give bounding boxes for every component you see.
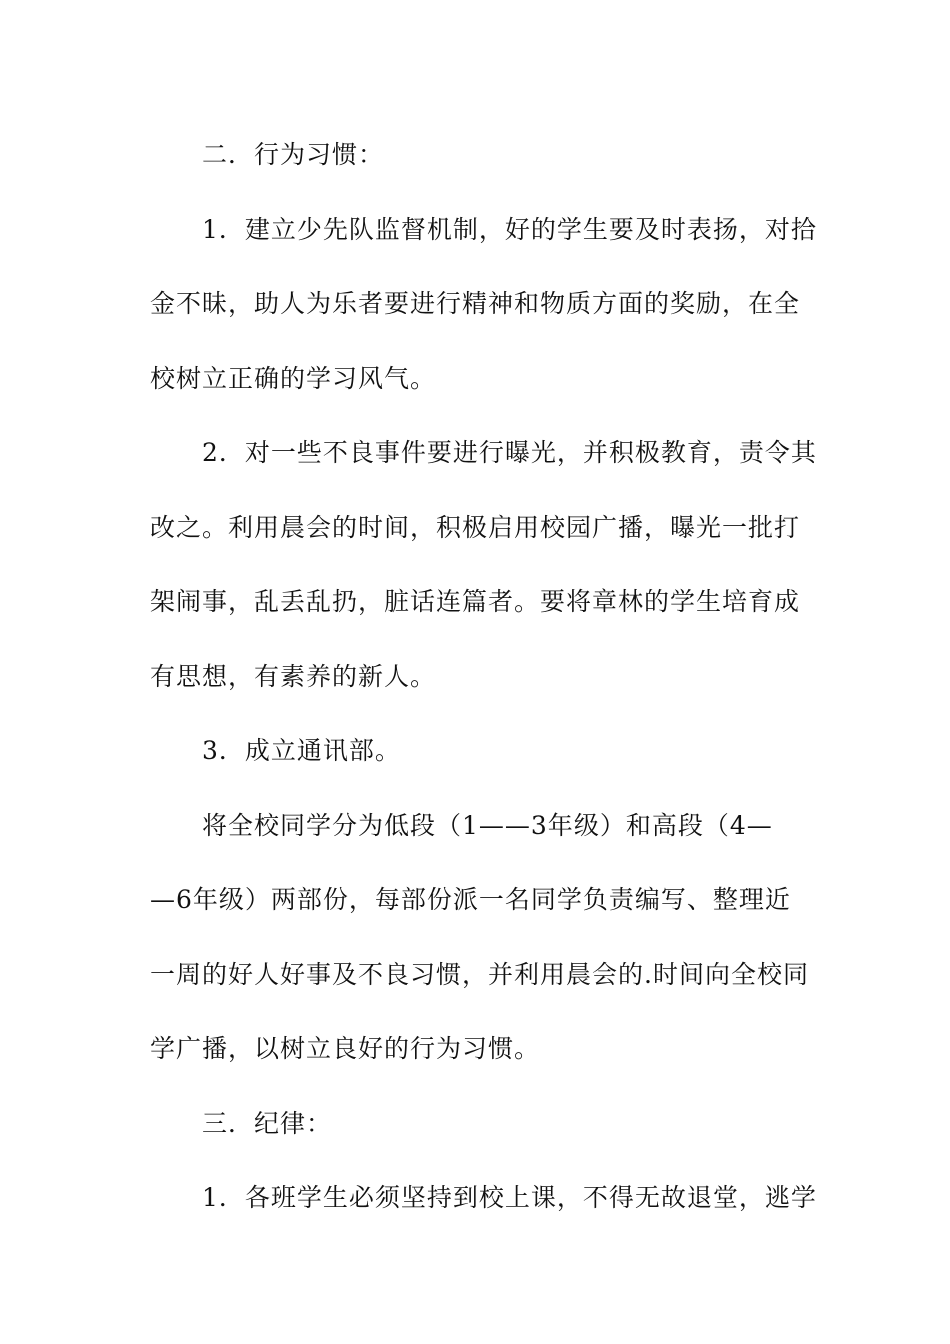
paragraph-line: 金不昧，助人为乐者要进行精神和物质方面的奖励，在全: [150, 289, 801, 318]
paragraph-line: 一周的好人好事及不良习惯，并利用晨会的.时间向全校同: [150, 959, 809, 989]
paragraph-line: 3．成立通讯部。: [202, 736, 401, 765]
document-body: [150, 128, 817, 1246]
paragraph-line: —6年级）两部份，每部份派一名同学负责编写、整理近: [150, 885, 791, 914]
paragraph-line: 1．建立少先队监督机制，好的学生要及时表扬，对拾: [202, 214, 817, 244]
paragraph-line: 将全校同学分为低段（1——3年级）和高段（4—: [202, 810, 773, 840]
paragraph-line: 改之。利用晨会的时间，积极启用校园广播，曝光一批打: [150, 512, 801, 542]
paragraph-line: 校树立正确的学习风气。: [150, 363, 437, 393]
section-heading-discipline: 三．纪律：: [202, 1108, 333, 1138]
paragraph-line: 2．对一些不良事件要进行曝光，并积极教育，责令其: [202, 438, 817, 467]
paragraph-line: 有思想，有素养的新人。: [150, 661, 437, 691]
paragraph-line: 学广播，以树立良好的行为习惯。: [150, 1034, 541, 1063]
paragraph-line: 1．各班学生必须坚持到校上课，不得无故退堂，逃学: [202, 1183, 817, 1212]
section-heading-habits: 二．行为习惯：: [202, 140, 385, 169]
paragraph-line: 架闹事，乱丢乱扔，脏话连篇者。要将章林的学生培育成: [150, 587, 801, 616]
